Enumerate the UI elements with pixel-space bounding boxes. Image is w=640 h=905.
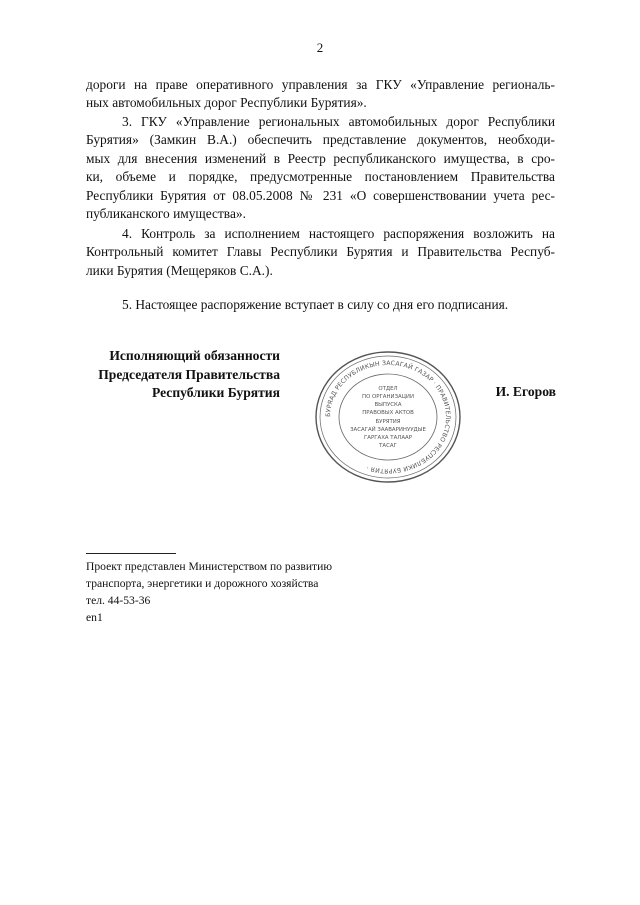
footnote-line: транспорта, энергетики и дорожного хозяйства: [86, 577, 319, 590]
footnote-divider: [86, 553, 176, 554]
signatory-name: И. Егоров: [495, 384, 556, 399]
signatory-position-line: Председателя Правительства: [98, 366, 280, 382]
paragraph-line: лики Бурятия (Мещеряков С.А.).: [86, 262, 273, 278]
signatory-position-line: Республики Бурятия: [151, 385, 280, 401]
paragraph-5: 5. Настоящее распоряжение вступает в силу со дня его подписания.: [122, 297, 509, 312]
paragraph-line: Бурятия» (Замкин В.А.) обеспечить представление документов, необходи-: [86, 132, 555, 148]
seal-center-line: ЗАСАГАЙ ЗААВАРИНУУДЫЕ: [350, 427, 426, 433]
official-seal: [307, 346, 469, 488]
seal-center-line: ГАРГАХА ТАЛААР: [364, 435, 412, 441]
seal-center-line: БУРЯТИЯ: [375, 419, 401, 425]
svg-text:БУРЯАД РЕСПУБЛИКЫН ЗАСАГАЙ ГАЗ: [325, 360, 451, 474]
seal-ring-text: БУРЯАД РЕСПУБЛИКЫН ЗАСАГАЙ ГАЗАР · ПРАВИТЕЛЬСТВО РЕСПУБЛИКИ БУРЯТИЯ ·: [324, 359, 452, 475]
paragraph-line: Контрольный комитет Главы Республики Бурятия и Правительства Респуб-: [86, 244, 555, 260]
paragraph-intro: [86, 76, 555, 113]
paragraph-line: 4. Контроль за исполнением настоящего распоряжения возложить на: [122, 226, 555, 241]
paragraph-line: ки, объеме и порядке, предусмотренные постановлением Правительства: [86, 169, 555, 185]
seal-center-line: ПО ОРГАНИЗАЦИИ: [362, 394, 414, 400]
seal-center-line: ВЫПУСКА: [374, 402, 402, 408]
footnote-line: тел. 44-53-36: [86, 594, 151, 607]
document-code: en1: [86, 611, 103, 624]
seal-center-line: ТАСАГ: [379, 443, 397, 449]
paragraph-line: дороги на праве оперативного управления за ГКУ «Управление региональ-: [86, 77, 555, 92]
signatory-position: [60, 347, 280, 403]
paragraph-line: мых для внесения изменений в Реестр республиканского имущества, в сро-: [86, 150, 555, 166]
seal-center-line: ПРАВОВЫХ АКТОВ: [362, 410, 414, 416]
footnote-line: Проект представлен Министерством по развитию: [86, 560, 332, 573]
footnote: [86, 558, 332, 609]
paragraph-4: [86, 225, 555, 280]
page-number: 2: [316, 40, 324, 55]
paragraph-line: публиканского имущества».: [86, 206, 246, 222]
paragraph-line: ных автомобильных дорог Республики Бурятия».: [86, 95, 367, 111]
seal-center-line: ОТДЕЛ: [378, 386, 398, 392]
paragraph-3: [86, 113, 555, 223]
paragraph-line: 3. ГКУ «Управление региональных автомобильных дорог Республики: [122, 114, 555, 129]
signatory-position-line: Исполняющий обязанности: [109, 348, 280, 363]
paragraph-line: Республики Бурятия от 08.05.2008 № 231 «О совершенствовании учета рес-: [86, 187, 555, 203]
